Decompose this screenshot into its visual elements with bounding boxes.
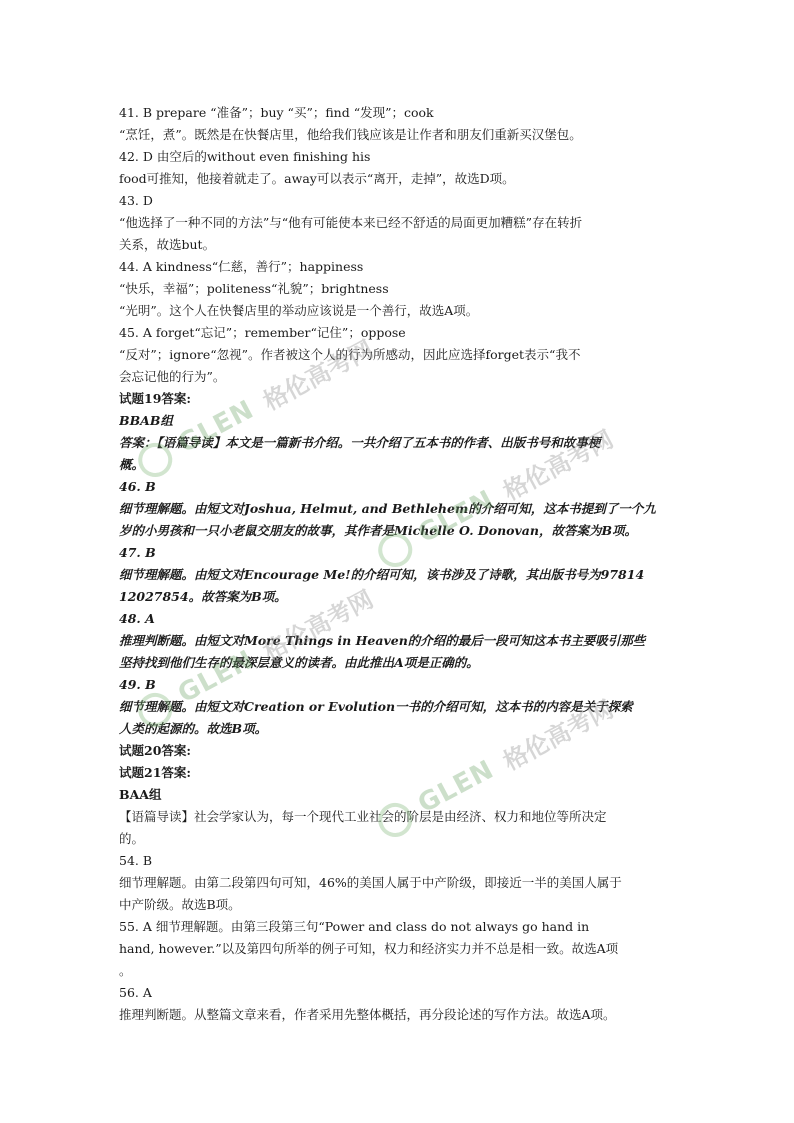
section-heading: 试题19答案:	[119, 391, 192, 406]
text-line: 41. B prepare “准备”；buy “买”；find “发现”；cook	[119, 105, 434, 120]
text-line: 岁的小男孩和一只小老鼠交朋友的故事，其作者是Michelle O. Donovan，故答案为B项。	[119, 523, 638, 538]
question-number: 46. B	[119, 479, 156, 494]
group-label: BBAB组	[119, 413, 173, 428]
question-number: 56. A	[119, 985, 152, 1000]
text-line: 会忘记他的行为”。	[119, 369, 226, 384]
question-number: 47. B	[119, 545, 156, 560]
section-heading: 试题21答案:	[119, 765, 192, 780]
text-line: “快乐，幸福”；politeness“礼貌”；brightness	[119, 281, 389, 296]
watermark-cn: 格伦高考网	[498, 695, 618, 777]
text-line: 关系，故选but。	[119, 237, 216, 252]
text-line: 44. A kindness“仁慈，善行”；happiness	[119, 259, 364, 274]
text-line: 概。	[119, 457, 145, 472]
text-line: 。	[119, 963, 132, 978]
text-line: 45. A forget“忘记”；remember“记住”；oppose	[119, 325, 406, 340]
question-number: 48. A	[119, 611, 155, 626]
watermark-brand: GLEN	[413, 754, 500, 820]
watermark-brand: GLEN	[173, 644, 260, 710]
text-line: “烹饪，煮”。既然是在快餐店里，他给我们钱应该是让作者和朋友们重新买汉堡包。	[119, 127, 582, 142]
question-number: 54. B	[119, 853, 153, 868]
watermark-cn: 格伦高考网	[258, 585, 378, 667]
text-line: “他选择了一种不同的方法”与“他有可能使本来已经不舒适的局面更加糟糕”存在转折	[119, 215, 583, 230]
text-line: 推理判断题。从整篇文章来看，作者采用先整体概括，再分段论述的写作方法。故选A项。	[119, 1007, 616, 1022]
text-line: hand, however.”以及第四句所举的例子可知，权力和经济实力并不总是相一致。故选A项	[119, 941, 619, 956]
text-line: 【语篇导读】社会学家认为，每一个现代工业社会的阶层是由经济、权力和地位等所决定	[119, 809, 607, 824]
watermark-cn: 格伦高考网	[258, 335, 378, 417]
question-number: 49. B	[119, 677, 156, 692]
text-line: 推理判断题。由短文对More Things in Heaven的介绍的最后一段可知这本书主要吸引那些	[119, 633, 646, 648]
text-line: 细节理解题。由短文对Joshua, Helmut, and Bethlehem的介绍可知，这本书提到了一个九	[119, 501, 656, 516]
text-line: 细节理解题。由短文对Encourage Me!的介绍可知，该书涉及了诗歌，其出版书号为97814	[119, 567, 645, 582]
text-line: 43. D	[119, 193, 153, 208]
text-line: food可推知，他接着就走了。away可以表示“离开，走掉”，故选D项。	[119, 171, 515, 186]
watermark-brand: GLEN	[173, 394, 260, 460]
text-line: 细节理解题。由第二段第四句可知，46%的美国人属于中产阶级，即接近一半的美国人属于	[119, 875, 622, 890]
group-label: BAA组	[119, 787, 162, 802]
text-line: 中产阶级。故选B项。	[119, 897, 241, 912]
text-line: 55. A 细节理解题。由第三段第三句“Power and class do not always go hand in	[119, 919, 590, 934]
text-line: 细节理解题。由短文对Creation or Evolution一书的介绍可知，这本书的内容是关于探索	[119, 699, 633, 714]
watermark-brand: GLEN	[413, 484, 500, 550]
text-line: 42. D 由空后的without even finishing his	[119, 149, 371, 164]
text-line: 的。	[119, 831, 145, 846]
text-line: 12027854。故答案为B项。	[119, 589, 287, 604]
text-line: 人类的起源的。故选B项。	[119, 721, 268, 736]
section-heading: 试题20答案:	[119, 743, 192, 758]
text-line: 坚持找到他们生存的最深层意义的读者。由此推出A项是正确的。	[119, 655, 479, 670]
text-line: “反对”；ignore“忽视”。作者被这个人的行为所感动，因此应选择forget表示“我不	[119, 347, 581, 362]
text-line: 答案：【语篇导读】本文是一篇新书介绍。一共介绍了五本书的作者、出版书号和故事梗	[119, 435, 601, 450]
text-line: “光明”。这个人在快餐店里的举动应该说是一个善行，故选A项。	[119, 303, 479, 318]
watermark-cn: 格伦高考网	[498, 425, 618, 507]
